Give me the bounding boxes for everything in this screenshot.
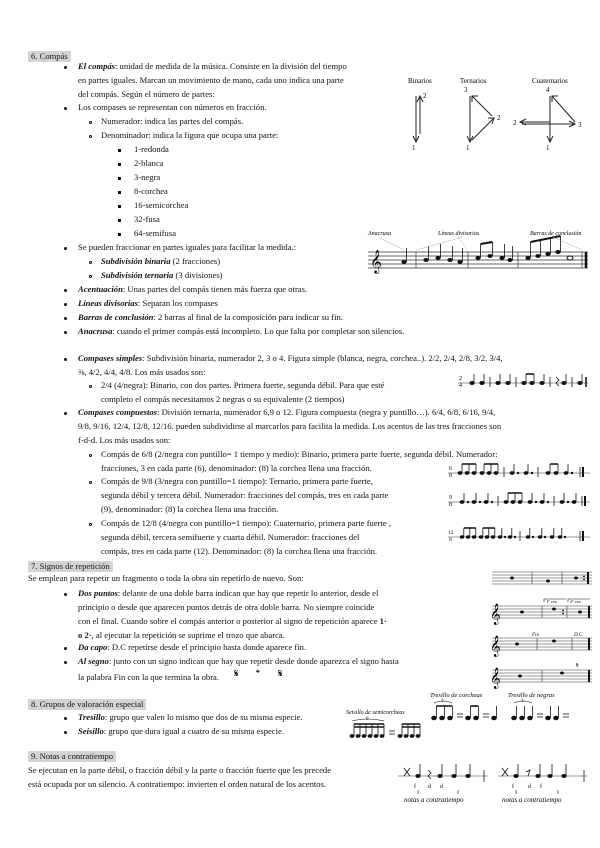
simples-2-4-line-2: completo el compás necesitamos 2 negras o su equivalente (2 tiempos) <box>101 394 345 404</box>
compas-definition: El compás: unidad de medida de la música. Consiste en la división del tiempo <box>78 61 347 71</box>
section-9-heading: 9. Notas a contratiempo <box>28 751 116 762</box>
label-segunda-vez: 2ª vez <box>570 599 581 604</box>
figura-item: 3-negra <box>134 172 161 182</box>
subdivision-ternaria: Subdivisión ternaria (3 divisiones) <box>101 270 223 280</box>
svg-text:8: 8 <box>449 473 452 479</box>
square-bullet <box>118 177 121 180</box>
svg-text:d: d <box>528 784 531 790</box>
contratiempo-examples <box>398 760 590 812</box>
svg-text:d: d <box>428 784 431 790</box>
bullet-dot <box>64 358 67 361</box>
rhythm-6-8-example <box>448 462 590 478</box>
square-bullet <box>118 149 121 152</box>
dos-puntos-text: Dos puntos: delante de una doble barra indican que hay que repetir lo anterior, desde el <box>78 588 379 598</box>
compas-12-8-line-3: compás, tres en cada parte (12). Denominador: (8) la corchea llena una fracción. <box>101 546 378 556</box>
compas-12-8-line-2: segunda débil, tercera semifuerte y cuarta débil. Numerador: fracciones del <box>101 532 360 542</box>
square-bullet <box>118 233 121 236</box>
bullet-dot <box>64 593 67 596</box>
section-7-heading: 7. Signos de repetición <box>28 561 113 572</box>
svg-text:12: 12 <box>448 530 454 536</box>
contratiempo-line-2: está ocupada por un silencio. A contratiempo: invierten el orden natural de los acentos. <box>28 779 327 789</box>
svg-text:6: 6 <box>449 466 452 472</box>
segno-icon: 𝄋 <box>576 663 579 669</box>
diagram-label-binarios: Binarios <box>408 77 432 85</box>
label-dc: D.C. <box>574 633 584 638</box>
label-tresillo-corcheas: Tresillo de corcheas <box>430 692 483 699</box>
bullet-dot <box>64 247 67 250</box>
anacrusa-text: Anacrusa: cuando el primer compás está incompleto. Lo que falta por completar son silencios. <box>78 326 405 336</box>
repeticion-intro: Se emplean para repetir un fragmento o toda la obra sin repetirlo de nuevo. Son: <box>28 573 304 583</box>
compas-9-8-text: Compás de 9/8 (3/negra con puntillo=1 tiempo): Ternario, primera parte fuerte, <box>101 476 373 486</box>
diagram-label-cuaternarios: Cuaternarios <box>532 77 568 85</box>
circle-bullet <box>89 121 92 124</box>
compas-12-8-text: Compás de 12/8 (4/negra con puntillo=1 tiempo): Cuaternario, primera parte fuerte , <box>101 518 392 528</box>
denominador-text: Denominador: indica la figura que ocupa una parte: <box>101 130 279 140</box>
compases-compuestos-text: Compases compuestos: División ternaria, numerador 6,9 o 12. Figura compuesta (negra y puntillo…). 6/4, 6/8, 6/16, 9/4, <box>78 407 496 417</box>
al-segno-line-2: la palabra Fin con la que termina la obra. <box>78 672 220 682</box>
compuestos-line-3: f-d-d. Los más usados son: <box>78 435 171 445</box>
label-primera-vez: 1ª vez <box>546 599 557 604</box>
compas-6-8-text: Compás de 6/8 (2/negra con puntillo= 1 tiempo y medio): Binario, primera parte fuerte, segunda débil. Numerador: <box>101 449 498 459</box>
label-notas-contratiempo-2: notas a contratiempo <box>502 796 562 804</box>
dos-puntos-line-4: o 2·, al ejecutar la repetición se suprime el trozo que abarca. <box>78 630 285 640</box>
bullet-dot <box>64 317 67 320</box>
compas-definition-line-3: del compás. Según el número de partes: <box>78 89 215 99</box>
numerador-text: Numerador: indica las partes del compás. <box>101 116 244 126</box>
circle-bullet <box>89 481 92 484</box>
svg-text:2: 2 <box>497 114 501 122</box>
compases-simples-text: Compases simples: Subdivisión binaria, numerador 2, 3 o 4. Figura simple (blanca, negra, corchea..). 2/2, 2/4, 2/8, 3/2, 3/4, <box>78 353 503 363</box>
square-bullet <box>118 163 121 166</box>
square-bullet <box>118 219 121 222</box>
bullet-dot <box>64 717 67 720</box>
compas-6-8-line-2: fracciones, 3 en cada parte (6), denominador: (8) la corchea llena una fracción. <box>101 463 372 473</box>
svg-text:9: 9 <box>449 495 452 501</box>
compuestos-line-2: 9/8, 9/16, 12/4, 12/8, 12/16. pueden subdividirse al marcarlos para facilita la medida. Los acentos de las tres fracciones son <box>78 421 502 431</box>
circle-bullet <box>89 261 92 264</box>
label-tresillo-negras: Tresillo de negras <box>508 692 555 699</box>
contratiempo-text: Se ejecutan en la parte débil, o fracción débil y la parte o fracción fuerte que les precede <box>28 765 332 775</box>
diagram-label-ternarios: Ternarios <box>460 77 487 85</box>
section-8-heading: 8. Grupos de valoración especial <box>28 699 146 710</box>
label-seisillo: Seisillo de semicorcheas <box>346 710 405 716</box>
compas-9-8-line-2: segunda débil y tercera débil. Numerador: fracciones del compás, tres en cada parte <box>101 490 389 500</box>
section-6-heading: 6. Compás <box>28 51 71 62</box>
svg-text:1: 1 <box>546 144 550 152</box>
acentuacion-text: Acentuación: Unas partes del compás tienen más fuerza que otras. <box>78 284 308 294</box>
compas-9-8-line-3: (9), denominador: (8) la corchea llena una fracción. <box>101 504 279 514</box>
bullet-dot <box>64 107 67 110</box>
rhythm-2-4-example <box>458 372 588 388</box>
svg-text:8: 8 <box>449 537 452 543</box>
barras-text: Barras de conclusión: 2 barras al final de la composición para indicar su fin. <box>78 312 343 322</box>
svg-text:3: 3 <box>464 86 468 94</box>
bullet-dot <box>64 303 67 306</box>
label-anacrusa: Anacrusa <box>368 231 391 237</box>
da-capo-text: Da capo: D.C repetirse desde el principio hasta donde aparece fin. <box>78 642 307 652</box>
bullet-dot <box>64 289 67 292</box>
rhythm-12-8-example <box>448 526 590 542</box>
al-segno-text: Al segno: junto con un signo indican que hay que repetir desde donde aparezca el signo hasta <box>78 656 399 666</box>
lineas-text: Líneas divisorias: Separan los compases <box>78 298 218 308</box>
svg-text:6: 6 <box>366 717 369 722</box>
svg-text:𝄞: 𝄞 <box>490 604 501 624</box>
segno-coda-icons <box>234 666 294 680</box>
circle-bullet <box>89 385 92 388</box>
simples-2-4-text: 2/4 (4/negra): Binario, con dos partes. Primera fuerte, segunda débil. Para que esté <box>101 380 385 390</box>
svg-text:4: 4 <box>546 86 550 94</box>
svg-text:1: 1 <box>466 144 470 152</box>
svg-text:f: f <box>540 784 542 790</box>
figura-item: 1-redonda <box>134 144 169 154</box>
svg-text:d: d <box>440 784 443 790</box>
svg-text:8: 8 <box>449 502 452 508</box>
subdivision-binaria: Subdivisión binaria (2 fracciones) <box>101 256 221 266</box>
svg-text:3: 3 <box>578 121 582 129</box>
figura-item: 64-semifusa <box>134 228 177 238</box>
segno-icon: 𝄋 <box>278 668 283 680</box>
svg-text:1: 1 <box>412 144 416 152</box>
svg-text:f: f <box>414 784 416 790</box>
fraccionar-text: Se pueden fraccionar en partes iguales para facilitar la medida.: <box>78 242 297 252</box>
tresillo-text: Tresillo: grupo que valen lo mismo que dos de su misma especie. <box>78 712 303 722</box>
fraccion-text: Los compases se representan con números en fracción. <box>78 102 267 112</box>
circle-bullet <box>89 275 92 278</box>
figura-item: 32-fusa <box>134 214 160 224</box>
svg-text:2: 2 <box>423 92 427 100</box>
dos-puntos-line-2: principio o desde que aparecen puntos detrás de otra doble barra. No siempre coincide <box>78 602 375 612</box>
bullet-dot <box>64 661 67 664</box>
circle-bullet <box>89 523 92 526</box>
svg-text:3: 3 <box>521 699 524 704</box>
svg-text:𝄞: 𝄞 <box>370 251 382 273</box>
anacrusa-staff-example <box>368 228 588 282</box>
coda-icon: 𝄌 <box>256 668 260 680</box>
repeticion-staff-examples <box>492 566 592 688</box>
svg-text:𝄞: 𝄞 <box>490 636 501 656</box>
label-notas-contratiempo-1: notas a contratiempo <box>404 796 464 804</box>
circle-bullet <box>89 135 92 138</box>
label-lineas-divisorias: Líneas divisorias <box>438 231 480 237</box>
bullet-dot <box>64 66 67 69</box>
bullet-dot <box>64 647 67 650</box>
svg-text:3: 3 <box>441 699 444 704</box>
figura-item: 2-blanca <box>134 158 164 168</box>
seisillo-text: Seisillo: grupo que dura igual a cuatro de su misma especie. <box>78 726 284 736</box>
figura-item: 8-corchea <box>134 186 168 196</box>
svg-text:4: 4 <box>459 383 462 389</box>
bullet-dot <box>64 331 67 334</box>
bullet-dot <box>64 731 67 734</box>
bullet-dot <box>64 412 67 415</box>
circle-bullet <box>89 454 92 457</box>
figura-item: 16-semicorchea <box>134 200 189 210</box>
svg-text:2: 2 <box>459 376 462 382</box>
svg-text:𝄞: 𝄞 <box>490 668 501 688</box>
compases-simples-line-2: ⅜, 4/2, 4/4, 4/8. Los más usados son: <box>78 367 206 377</box>
segno-icon: 𝄋 <box>234 668 239 680</box>
label-fin: Fin <box>532 633 539 638</box>
grupos-valoracion-examples <box>346 690 586 750</box>
rhythm-9-8-example <box>448 491 590 507</box>
svg-text:2: 2 <box>513 119 517 127</box>
label-barras-conclusion: Barras de conclusión <box>530 231 582 237</box>
conducting-diagram <box>400 74 590 154</box>
svg-text:f: f <box>512 784 514 790</box>
square-bullet <box>118 191 121 194</box>
square-bullet <box>118 205 121 208</box>
dos-puntos-line-3: con el final. Cuando sobre el compás anterior o posterior al signo de repetición aparece 1· <box>78 616 387 626</box>
compas-definition-line-2: en partes iguales. Marcan un movimiento de mano, cada uno indica una parte <box>78 75 344 85</box>
